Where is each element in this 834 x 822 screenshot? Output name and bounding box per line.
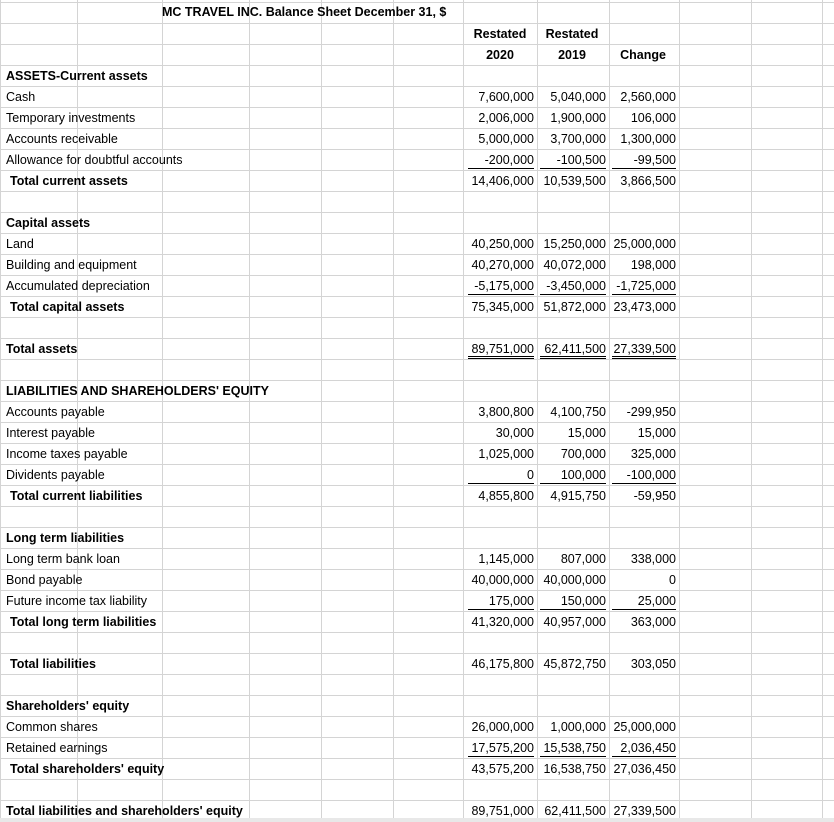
- value-change[interactable]: 23,473,000: [613, 300, 676, 314]
- grid-column-line: [0, 0, 1, 822]
- value-2020[interactable]: 7,600,000: [478, 90, 534, 104]
- grid-column-line: [321, 0, 322, 822]
- value-2019[interactable]: 3,700,000: [550, 132, 606, 146]
- row-label[interactable]: Total long term liabilities: [10, 615, 157, 629]
- row-label[interactable]: Accumulated depreciation: [6, 279, 150, 293]
- value-change[interactable]: -299,950: [626, 405, 676, 419]
- grid-row-line: [0, 653, 834, 654]
- row-label[interactable]: Bond payable: [6, 573, 83, 587]
- grid-row-line: [0, 737, 834, 738]
- value-2020[interactable]: 4,855,800: [478, 489, 534, 503]
- value-2019[interactable]: 807,000: [560, 552, 606, 566]
- value-2020[interactable]: 0: [466, 465, 534, 486]
- value-2020[interactable]: -5,175,000: [466, 276, 534, 297]
- grid-row-line: [0, 359, 834, 360]
- value-2020[interactable]: 30,000: [495, 426, 534, 440]
- grid-row-line: [0, 233, 834, 234]
- value-change[interactable]: 363,000: [630, 615, 676, 629]
- value-2019[interactable]: 15,538,750: [538, 738, 606, 759]
- value-2019[interactable]: 62,411,500: [538, 801, 606, 822]
- value-2019[interactable]: 700,000: [560, 447, 606, 461]
- row-label[interactable]: Retained earnings: [6, 741, 108, 755]
- value-2019[interactable]: 16,538,750: [543, 762, 606, 776]
- value-change[interactable]: -99,500: [610, 150, 676, 171]
- value-change[interactable]: 25,000,000: [613, 237, 676, 251]
- value-change[interactable]: 0: [669, 573, 676, 587]
- header-change[interactable]: Change: [620, 48, 666, 62]
- header-year-2020[interactable]: 2020: [486, 48, 514, 62]
- row-label[interactable]: Future income tax liability: [6, 594, 148, 608]
- value-2019[interactable]: -3,450,000: [538, 276, 606, 297]
- value-2019[interactable]: 15,250,000: [543, 237, 606, 251]
- grid-row-line: [0, 338, 834, 339]
- value-2020[interactable]: 75,345,000: [471, 300, 534, 314]
- row-label[interactable]: Total assets: [6, 342, 78, 356]
- value-2019[interactable]: 100,000: [538, 465, 606, 486]
- row-label[interactable]: Total liabilities: [10, 657, 96, 671]
- value-change[interactable]: 15,000: [637, 426, 676, 440]
- row-label[interactable]: Accounts receivable: [6, 132, 118, 146]
- header-year-2019[interactable]: 2019: [558, 48, 586, 62]
- value-change[interactable]: 338,000: [630, 552, 676, 566]
- row-label[interactable]: Allowance for doubtful accounts: [6, 153, 183, 167]
- value-2020[interactable]: 89,751,000: [466, 801, 534, 822]
- grid-row-line: [0, 44, 834, 45]
- grid-row-line: [0, 527, 834, 528]
- value-2020[interactable]: 26,000,000: [471, 720, 534, 734]
- grid-row-line: [0, 23, 834, 24]
- row-label[interactable]: Building and equipment: [6, 258, 137, 272]
- value-change[interactable]: 27,339,500: [610, 801, 676, 822]
- row-label[interactable]: Common shares: [6, 720, 98, 734]
- row-label[interactable]: LIABILITIES AND SHAREHOLDERS' EQUITY: [6, 384, 269, 398]
- value-2020[interactable]: 43,575,200: [471, 762, 534, 776]
- value-change[interactable]: 27,036,450: [613, 762, 676, 776]
- value-change[interactable]: 1,300,000: [620, 132, 676, 146]
- value-2019[interactable]: 40,957,000: [543, 615, 606, 629]
- grid-column-line: [751, 0, 752, 822]
- value-2019[interactable]: 15,000: [567, 426, 606, 440]
- grid-column-line: [679, 0, 680, 822]
- row-label[interactable]: Total liabilities and shareholders' equity: [6, 804, 243, 818]
- value-2019[interactable]: 4,100,750: [550, 405, 606, 419]
- value-2020[interactable]: 2,006,000: [478, 111, 534, 125]
- value-change[interactable]: 2,036,450: [610, 738, 676, 759]
- value-2020[interactable]: -200,000: [466, 150, 534, 171]
- header-restated-2019[interactable]: Restated: [545, 27, 599, 41]
- value-2020[interactable]: 41,320,000: [471, 615, 534, 629]
- row-label[interactable]: Long term bank loan: [6, 552, 120, 566]
- value-2020[interactable]: 40,250,000: [471, 237, 534, 251]
- value-2019[interactable]: 5,040,000: [550, 90, 606, 104]
- value-2019[interactable]: 4,915,750: [550, 489, 606, 503]
- row-label[interactable]: Land: [6, 237, 34, 251]
- row-label[interactable]: Dividents payable: [6, 468, 105, 482]
- grid-row-line: [0, 548, 834, 549]
- grid-column-line: [822, 0, 823, 822]
- value-change[interactable]: -100,000: [610, 465, 676, 486]
- row-label[interactable]: Shareholders' equity: [6, 699, 130, 713]
- value-change[interactable]: 198,000: [630, 258, 676, 272]
- value-change[interactable]: 27,339,500: [610, 339, 676, 360]
- grid-column-line: [162, 0, 163, 822]
- grid-row-line: [0, 569, 834, 570]
- value-2019[interactable]: 1,900,000: [550, 111, 606, 125]
- row-label[interactable]: Temporary investments: [6, 111, 136, 125]
- grid-row-line: [0, 674, 834, 675]
- value-change[interactable]: 303,050: [630, 657, 676, 671]
- value-change[interactable]: 3,866,500: [620, 174, 676, 188]
- value-2019[interactable]: 40,000,000: [543, 573, 606, 587]
- value-change[interactable]: -1,725,000: [610, 276, 676, 297]
- value-2020[interactable]: 40,270,000: [471, 258, 534, 272]
- value-change[interactable]: 325,000: [630, 447, 676, 461]
- value-2020[interactable]: 14,406,000: [471, 174, 534, 188]
- value-change[interactable]: 2,560,000: [620, 90, 676, 104]
- value-change[interactable]: 106,000: [630, 111, 676, 125]
- value-2019[interactable]: 1,000,000: [550, 720, 606, 734]
- row-label[interactable]: Income taxes payable: [6, 447, 128, 461]
- row-label[interactable]: Capital assets: [6, 216, 91, 230]
- row-label[interactable]: Long term liabilities: [6, 531, 125, 545]
- value-change[interactable]: -59,950: [633, 489, 676, 503]
- value-2020[interactable]: 46,175,800: [471, 657, 534, 671]
- row-label[interactable]: Accounts payable: [6, 405, 105, 419]
- value-2020[interactable]: 17,575,200: [466, 738, 534, 759]
- row-label[interactable]: Interest payable: [6, 426, 95, 440]
- header-restated-2020[interactable]: Restated: [473, 27, 527, 41]
- grid-row-line: [0, 422, 834, 423]
- value-2020[interactable]: 175,000: [466, 591, 534, 612]
- value-2019[interactable]: 40,072,000: [543, 258, 606, 272]
- row-label[interactable]: Total shareholders' equity: [10, 762, 165, 776]
- grid-row-line: [0, 317, 834, 318]
- grid-column-line: [393, 0, 394, 822]
- value-2019[interactable]: 10,539,500: [543, 174, 606, 188]
- row-label[interactable]: ASSETS-Current assets: [6, 69, 148, 83]
- value-2020[interactable]: 89,751,000: [466, 339, 534, 360]
- value-2019[interactable]: 45,872,750: [543, 657, 606, 671]
- value-2019[interactable]: 62,411,500: [538, 339, 606, 360]
- sheet-bottom-edge: [0, 818, 834, 822]
- value-change[interactable]: 25,000,000: [613, 720, 676, 734]
- row-label[interactable]: Total capital assets: [10, 300, 125, 314]
- grid-column-line: [463, 0, 464, 822]
- value-2020[interactable]: 1,145,000: [478, 552, 534, 566]
- value-2020[interactable]: 1,025,000: [478, 447, 534, 461]
- row-label[interactable]: Cash: [6, 90, 36, 104]
- value-change[interactable]: 25,000: [610, 591, 676, 612]
- value-2019[interactable]: 150,000: [538, 591, 606, 612]
- value-2020[interactable]: 3,800,800: [478, 405, 534, 419]
- row-label[interactable]: Total current assets: [10, 174, 128, 188]
- grid-column-line: [249, 0, 250, 822]
- sheet-title[interactable]: MC TRAVEL INC. Balance Sheet December 31, $: [162, 5, 447, 19]
- row-label[interactable]: Total current liabilities: [10, 489, 143, 503]
- value-2019[interactable]: -100,500: [538, 150, 606, 171]
- value-2020[interactable]: 5,000,000: [478, 132, 534, 146]
- value-2020[interactable]: 40,000,000: [471, 573, 534, 587]
- grid-row-line: [0, 212, 834, 213]
- value-2019[interactable]: 51,872,000: [543, 300, 606, 314]
